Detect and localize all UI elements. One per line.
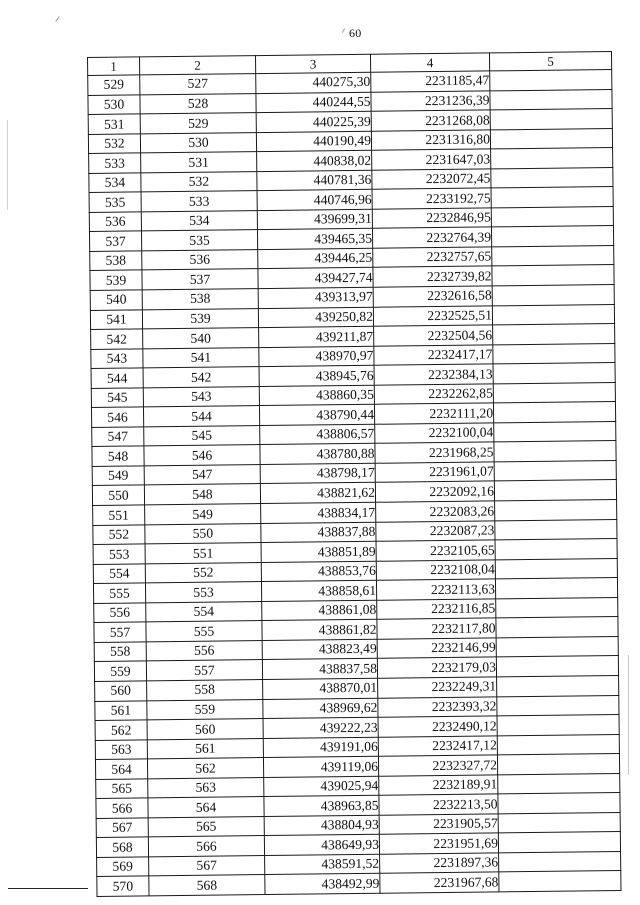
y-coordinate-cell: 2232146,99	[377, 638, 496, 659]
previous-number-cell: 548	[144, 484, 260, 505]
x-coordinate-cell: 440838,02	[257, 150, 372, 171]
note-cell	[494, 421, 616, 442]
point-number-cell: 564	[95, 759, 147, 779]
previous-number-cell: 528	[140, 93, 256, 114]
note-cell	[493, 324, 615, 345]
x-coordinate-cell: 440275,30	[256, 72, 371, 93]
x-coordinate-cell: 438851,89	[261, 541, 376, 562]
y-coordinate-cell: 2232113,63	[376, 579, 495, 600]
note-cell	[490, 89, 612, 110]
x-coordinate-cell: 439211,87	[259, 326, 374, 347]
previous-number-cell: 560	[147, 719, 263, 740]
y-coordinate-cell: 2232504,56	[374, 325, 493, 346]
point-number-cell: 569	[97, 857, 149, 877]
column-header: 1	[88, 57, 140, 76]
x-coordinate-cell: 439465,35	[257, 229, 372, 250]
column-header: 3	[255, 54, 370, 73]
y-coordinate-cell: 2232490,12	[378, 716, 497, 737]
point-number-cell: 560	[95, 681, 147, 701]
point-number-cell: 551	[93, 505, 145, 525]
y-coordinate-cell: 2232083,26	[376, 501, 495, 522]
previous-number-cell: 559	[147, 699, 263, 720]
note-cell	[497, 754, 619, 775]
scan-edge-line	[628, 655, 629, 775]
x-coordinate-cell: 438492,99	[265, 874, 380, 895]
x-coordinate-cell: 438945,76	[259, 365, 374, 386]
note-cell	[490, 128, 612, 149]
point-number-cell: 549	[92, 466, 144, 486]
note-cell	[495, 519, 617, 540]
note-cell	[491, 148, 613, 169]
point-number-cell: 566	[96, 798, 148, 818]
previous-number-cell: 544	[143, 406, 259, 427]
x-coordinate-cell: 438780,88	[260, 444, 375, 465]
note-cell	[498, 773, 620, 794]
x-coordinate-cell: 438821,62	[260, 483, 375, 504]
y-coordinate-cell: 2232117,80	[377, 618, 496, 639]
y-coordinate-cell: 2232100,04	[375, 423, 494, 444]
note-cell	[492, 285, 614, 306]
y-coordinate-cell: 2232616,58	[373, 286, 492, 307]
note-cell	[494, 441, 616, 462]
y-coordinate-cell: 2233192,75	[372, 188, 491, 209]
point-number-cell: 542	[91, 329, 143, 349]
previous-number-cell: 568	[149, 875, 265, 896]
previous-number-cell: 549	[145, 504, 261, 525]
previous-number-cell: 533	[141, 191, 257, 212]
note-cell	[492, 265, 614, 286]
previous-number-cell: 540	[143, 328, 259, 349]
previous-number-cell: 552	[145, 562, 261, 583]
y-coordinate-cell: 2232116,85	[377, 599, 496, 620]
previous-number-cell: 527	[140, 74, 256, 95]
previous-number-cell: 564	[148, 797, 264, 818]
note-cell	[497, 695, 619, 716]
note-cell	[498, 793, 620, 814]
x-coordinate-cell: 439699,31	[257, 209, 372, 230]
note-cell	[497, 715, 619, 736]
x-coordinate-cell: 438806,57	[260, 424, 375, 445]
previous-number-cell: 565	[148, 816, 264, 837]
point-number-cell: 568	[96, 837, 148, 857]
note-cell	[497, 675, 619, 696]
x-coordinate-cell: 438853,76	[261, 561, 376, 582]
x-coordinate-cell: 438591,52	[265, 854, 380, 875]
x-coordinate-cell: 440781,36	[257, 170, 372, 191]
previous-number-cell: 551	[145, 543, 261, 564]
x-coordinate-cell: 439427,74	[258, 268, 373, 289]
x-coordinate-cell: 438970,97	[259, 346, 374, 367]
previous-number-cell: 536	[142, 249, 258, 270]
y-coordinate-cell: 2232327,72	[378, 755, 497, 776]
point-number-cell: 540	[90, 290, 142, 310]
y-coordinate-cell: 2232111,20	[374, 403, 493, 424]
point-number-cell: 547	[92, 427, 144, 447]
note-cell	[496, 597, 618, 618]
point-number-cell: 554	[93, 564, 145, 584]
previous-number-cell: 543	[143, 386, 259, 407]
note-cell	[490, 109, 612, 130]
point-number-cell: 550	[92, 485, 144, 505]
point-number-cell: 565	[96, 779, 148, 799]
x-coordinate-cell: 439313,97	[258, 287, 373, 308]
y-coordinate-cell: 2232189,91	[379, 775, 498, 796]
x-coordinate-cell: 438837,58	[262, 659, 377, 680]
x-coordinate-cell: 439119,06	[263, 756, 378, 777]
column-header: 5	[489, 52, 611, 71]
previous-number-cell: 550	[145, 523, 261, 544]
y-coordinate-cell: 2232384,13	[374, 364, 493, 385]
note-cell	[495, 578, 617, 599]
page-number: 60	[349, 26, 362, 40]
previous-number-cell: 556	[146, 640, 262, 661]
previous-number-cell: 554	[146, 601, 262, 622]
point-number-cell: 529	[88, 75, 140, 95]
y-coordinate-cell: 2232417,17	[374, 345, 493, 366]
point-number-cell: 531	[88, 114, 140, 134]
x-coordinate-cell: 438834,17	[261, 502, 376, 523]
x-coordinate-cell: 440225,39	[256, 111, 371, 132]
y-coordinate-cell: 2232087,23	[376, 520, 495, 541]
note-cell	[493, 343, 615, 364]
y-coordinate-cell: 2231268,08	[371, 110, 490, 131]
x-coordinate-cell: 439446,25	[258, 248, 373, 269]
previous-number-cell: 545	[144, 425, 260, 446]
y-coordinate-cell: 2232108,04	[376, 560, 495, 581]
point-number-cell: 570	[97, 876, 149, 896]
point-number-cell: 532	[88, 134, 140, 154]
point-number-cell: 558	[94, 642, 146, 662]
x-coordinate-cell: 438858,61	[261, 580, 376, 601]
x-coordinate-cell: 438649,93	[264, 835, 379, 856]
x-coordinate-cell: 440746,96	[257, 190, 372, 211]
point-number-cell: 533	[89, 153, 141, 173]
note-cell	[492, 245, 614, 266]
y-coordinate-cell: 2232846,95	[372, 208, 491, 229]
point-number-cell: 539	[90, 270, 142, 290]
previous-number-cell: 531	[141, 152, 257, 173]
previous-number-cell: 547	[144, 464, 260, 485]
point-number-cell: 544	[91, 368, 143, 388]
note-cell	[492, 304, 614, 325]
previous-number-cell: 532	[141, 171, 257, 192]
x-coordinate-cell: 438969,62	[263, 698, 378, 719]
previous-number-cell: 567	[149, 855, 265, 876]
y-coordinate-cell: 2232417,12	[378, 735, 497, 756]
note-cell	[497, 734, 619, 755]
point-number-cell: 557	[94, 622, 146, 642]
y-coordinate-cell: 2231316,80	[371, 130, 490, 151]
previous-number-cell: 539	[142, 308, 258, 329]
note-cell	[499, 871, 621, 892]
y-coordinate-cell: 2231951,69	[379, 833, 498, 854]
point-number-cell: 538	[90, 251, 142, 271]
column-header: 4	[370, 53, 489, 72]
previous-number-cell: 537	[142, 269, 258, 290]
y-coordinate-cell: 2232525,51	[373, 305, 492, 326]
note-cell	[493, 382, 615, 403]
x-coordinate-cell: 438861,08	[262, 600, 377, 621]
previous-number-cell: 538	[142, 289, 258, 310]
y-coordinate-cell: 2232249,31	[378, 677, 497, 698]
y-coordinate-cell: 2232072,45	[372, 169, 491, 190]
point-number-cell: 552	[93, 524, 145, 544]
x-coordinate-cell: 439250,82	[258, 307, 373, 328]
y-coordinate-cell: 2232393,32	[378, 696, 497, 717]
x-coordinate-cell: 438837,88	[261, 522, 376, 543]
y-coordinate-cell: 2232757,65	[373, 247, 492, 268]
column-header: 2	[140, 56, 256, 75]
previous-number-cell: 557	[146, 660, 262, 681]
scan-edge-line	[7, 120, 8, 210]
point-number-cell: 545	[91, 388, 143, 408]
note-cell	[491, 187, 613, 208]
note-cell	[498, 832, 620, 853]
previous-number-cell: 566	[148, 836, 264, 857]
note-cell	[494, 460, 616, 481]
note-cell	[495, 558, 617, 579]
point-number-cell: 567	[96, 818, 148, 838]
x-coordinate-cell: 440190,49	[256, 131, 371, 152]
previous-number-cell: 535	[141, 230, 257, 251]
x-coordinate-cell: 440244,55	[256, 92, 371, 113]
y-coordinate-cell: 2232213,50	[379, 794, 498, 815]
coordinates-table-wrapper	[87, 51, 620, 897]
x-coordinate-cell: 438870,01	[263, 678, 378, 699]
y-coordinate-cell: 2232105,65	[376, 540, 495, 561]
y-coordinate-cell: 2232092,16	[375, 481, 494, 502]
point-number-cell: 555	[93, 583, 145, 603]
note-cell	[493, 402, 615, 423]
note-cell	[491, 167, 613, 188]
point-number-cell: 553	[93, 544, 145, 564]
note-cell	[491, 226, 613, 247]
note-cell	[490, 70, 612, 91]
x-coordinate-cell: 438804,93	[264, 815, 379, 836]
point-number-cell: 530	[88, 94, 140, 114]
point-number-cell: 548	[92, 446, 144, 466]
previous-number-cell: 562	[147, 758, 263, 779]
scan-speck	[55, 16, 59, 21]
y-coordinate-cell: 2232179,03	[377, 657, 496, 678]
y-coordinate-cell: 2231185,47	[371, 71, 490, 92]
y-coordinate-cell: 2231968,25	[375, 442, 494, 463]
point-number-cell: 546	[91, 407, 143, 427]
y-coordinate-cell: 2231967,68	[380, 872, 499, 893]
note-cell	[493, 363, 615, 384]
note-cell	[495, 539, 617, 560]
previous-number-cell: 561	[147, 738, 263, 759]
previous-number-cell: 553	[145, 582, 261, 603]
previous-number-cell: 541	[143, 347, 259, 368]
x-coordinate-cell: 438861,82	[262, 620, 377, 641]
note-cell	[494, 480, 616, 501]
previous-number-cell: 558	[147, 680, 263, 701]
x-coordinate-cell: 438790,44	[259, 405, 374, 426]
x-coordinate-cell: 439222,23	[263, 717, 378, 738]
scan-speck	[342, 28, 345, 33]
coordinates-table	[87, 51, 621, 897]
y-coordinate-cell: 2231236,39	[371, 90, 490, 111]
table-body	[88, 70, 621, 897]
point-number-cell: 561	[95, 700, 147, 720]
note-cell	[499, 851, 621, 872]
point-number-cell: 535	[89, 192, 141, 212]
y-coordinate-cell: 2231905,57	[379, 814, 498, 835]
previous-number-cell: 546	[144, 445, 260, 466]
note-cell	[498, 812, 620, 833]
previous-number-cell: 563	[148, 777, 264, 798]
point-number-cell: 562	[95, 720, 147, 740]
x-coordinate-cell: 439191,06	[263, 737, 378, 758]
x-coordinate-cell: 439025,94	[264, 776, 379, 797]
note-cell	[496, 617, 618, 638]
previous-number-cell: 555	[146, 621, 262, 642]
previous-number-cell: 542	[143, 367, 259, 388]
x-coordinate-cell: 438823,49	[262, 639, 377, 660]
point-number-cell: 541	[90, 309, 142, 329]
x-coordinate-cell: 438860,35	[259, 385, 374, 406]
y-coordinate-cell: 2232764,39	[372, 227, 491, 248]
y-coordinate-cell: 2231897,36	[380, 853, 499, 874]
footnote-rule	[8, 888, 88, 889]
note-cell	[496, 636, 618, 657]
note-cell	[495, 500, 617, 521]
note-cell	[496, 656, 618, 677]
y-coordinate-cell: 2232739,82	[373, 266, 492, 287]
point-number-cell: 536	[89, 212, 141, 232]
point-number-cell: 543	[91, 349, 143, 369]
previous-number-cell: 534	[141, 210, 257, 231]
point-number-cell: 563	[95, 739, 147, 759]
note-cell	[491, 206, 613, 227]
y-coordinate-cell: 2232262,85	[374, 384, 493, 405]
point-number-cell: 537	[89, 231, 141, 251]
x-coordinate-cell: 438963,85	[264, 795, 379, 816]
previous-number-cell: 529	[140, 113, 256, 134]
point-number-cell: 559	[94, 661, 146, 681]
y-coordinate-cell: 2231647,03	[372, 149, 491, 170]
previous-number-cell: 530	[140, 132, 256, 153]
y-coordinate-cell: 2231961,07	[375, 462, 494, 483]
x-coordinate-cell: 438798,17	[260, 463, 375, 484]
point-number-cell: 534	[89, 173, 141, 193]
point-number-cell: 556	[94, 603, 146, 623]
